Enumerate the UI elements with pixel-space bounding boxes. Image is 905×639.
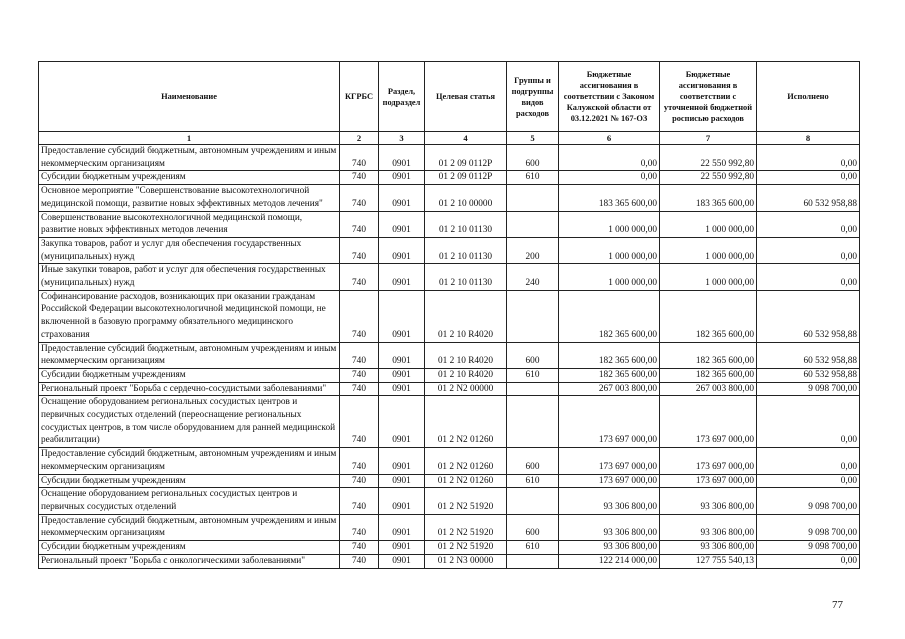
cell-group: 600: [507, 448, 559, 474]
cell-law-amount: 182 365 600,00: [559, 342, 660, 368]
cell-name: Оснащение оборудованием региональных сосудистых центров и первичных сосудистых отделений (переоснащение региональных сосудистых центров, в том числе оборудованием для ранней медицинской реабилитации): [39, 396, 340, 448]
cell-executed-amount: 0,00: [757, 554, 860, 568]
cell-group: [507, 211, 559, 237]
cell-refined-amount: 182 365 600,00: [660, 342, 757, 368]
col-header-kgrbs: КГРБС: [340, 62, 379, 132]
column-number: 8: [757, 132, 860, 145]
cell-section: 0901: [379, 145, 425, 171]
cell-executed-amount: 0,00: [757, 145, 860, 171]
cell-refined-amount: 183 365 600,00: [660, 185, 757, 211]
cell-kgrbs: 740: [340, 541, 379, 555]
cell-refined-amount: 182 365 600,00: [660, 290, 757, 342]
cell-kgrbs: 740: [340, 368, 379, 382]
cell-kgrbs: 740: [340, 396, 379, 448]
cell-executed-amount: 60 532 958,88: [757, 290, 860, 342]
col-header-section: Раздел, подраздел: [379, 62, 425, 132]
col-header-law: Бюджетные ассигнования в соответствии с Законом Калужской области от 03.12.2021 № 167-ОЗ: [559, 62, 660, 132]
cell-executed-amount: 9 098 700,00: [757, 382, 860, 396]
cell-law-amount: 173 697 000,00: [559, 474, 660, 488]
cell-refined-amount: 22 550 992,80: [660, 145, 757, 171]
cell-kgrbs: 740: [340, 145, 379, 171]
cell-name: Оснащение оборудованием региональных сосудистых центров и первичных сосудистых отделений: [39, 488, 340, 514]
cell-name: Региональный проект "Борьба с онкологическими заболеваниями": [39, 554, 340, 568]
cell-kgrbs: 740: [340, 171, 379, 185]
cell-executed-amount: 0,00: [757, 474, 860, 488]
cell-kgrbs: 740: [340, 382, 379, 396]
cell-law-amount: 1 000 000,00: [559, 264, 660, 290]
table-row: [39, 368, 860, 382]
cell-kgrbs: 740: [340, 514, 379, 540]
cell-section: 0901: [379, 290, 425, 342]
cell-name: Субсидии бюджетным учреждениям: [39, 541, 340, 555]
cell-target: 01 2 10 00000: [425, 185, 507, 211]
cell-kgrbs: 740: [340, 211, 379, 237]
cell-kgrbs: 740: [340, 448, 379, 474]
cell-name: Предоставление субсидий бюджетным, автономным учреждениям и иным некоммерческим организациям: [39, 342, 340, 368]
header-row: [39, 62, 860, 132]
col-header-executed: Исполнено: [757, 62, 860, 132]
col-header-target: Целевая статья: [425, 62, 507, 132]
table-row: [39, 171, 860, 185]
cell-section: 0901: [379, 211, 425, 237]
cell-refined-amount: 1 000 000,00: [660, 211, 757, 237]
column-number: 5: [507, 132, 559, 145]
cell-kgrbs: 740: [340, 237, 379, 263]
cell-section: 0901: [379, 541, 425, 555]
table-body: [39, 145, 860, 569]
cell-name: Субсидии бюджетным учреждениям: [39, 368, 340, 382]
cell-refined-amount: 182 365 600,00: [660, 368, 757, 382]
cell-section: 0901: [379, 488, 425, 514]
table-row: [39, 185, 860, 211]
cell-section: 0901: [379, 514, 425, 540]
cell-target: 01 2 10 R4020: [425, 290, 507, 342]
cell-section: 0901: [379, 382, 425, 396]
cell-group: 600: [507, 514, 559, 540]
cell-refined-amount: 173 697 000,00: [660, 396, 757, 448]
column-number: 2: [340, 132, 379, 145]
cell-name: Предоставление субсидий бюджетным, автономным учреждениям и иным некоммерческим организациям: [39, 145, 340, 171]
cell-refined-amount: 127 755 540,13: [660, 554, 757, 568]
cell-name: Предоставление субсидий бюджетным, автономным учреждениям и иным некоммерческим организациям: [39, 514, 340, 540]
table-row: [39, 514, 860, 540]
cell-group: 600: [507, 342, 559, 368]
table-row: [39, 448, 860, 474]
cell-target: 01 2 09 0112P: [425, 145, 507, 171]
col-header-name: Наименование: [39, 62, 340, 132]
cell-target: 01 2 N2 01260: [425, 396, 507, 448]
cell-law-amount: 93 306 800,00: [559, 514, 660, 540]
cell-section: 0901: [379, 237, 425, 263]
cell-group: 240: [507, 264, 559, 290]
cell-target: 01 2 10 01130: [425, 264, 507, 290]
cell-target: 01 2 N2 51920: [425, 488, 507, 514]
cell-group: 610: [507, 541, 559, 555]
column-number-row: [39, 132, 860, 145]
cell-law-amount: 1 000 000,00: [559, 211, 660, 237]
table-row: [39, 145, 860, 171]
cell-section: 0901: [379, 171, 425, 185]
cell-target: 01 2 N3 00000: [425, 554, 507, 568]
table-row: [39, 474, 860, 488]
table-row: [39, 264, 860, 290]
cell-executed-amount: 0,00: [757, 237, 860, 263]
cell-section: 0901: [379, 396, 425, 448]
cell-group: 200: [507, 237, 559, 263]
cell-group: 600: [507, 145, 559, 171]
cell-law-amount: 93 306 800,00: [559, 488, 660, 514]
cell-kgrbs: 740: [340, 264, 379, 290]
cell-law-amount: 182 365 600,00: [559, 290, 660, 342]
cell-law-amount: 93 306 800,00: [559, 541, 660, 555]
cell-executed-amount: 9 098 700,00: [757, 541, 860, 555]
cell-name: Закупка товаров, работ и услуг для обеспечения государственных (муниципальных) нужд: [39, 237, 340, 263]
cell-law-amount: 183 365 600,00: [559, 185, 660, 211]
cell-group: [507, 396, 559, 448]
cell-name: Субсидии бюджетным учреждениям: [39, 171, 340, 185]
cell-name: Субсидии бюджетным учреждениям: [39, 474, 340, 488]
cell-refined-amount: 1 000 000,00: [660, 237, 757, 263]
column-number: 4: [425, 132, 507, 145]
table-row: [39, 342, 860, 368]
cell-target: 01 2 N2 51920: [425, 541, 507, 555]
cell-name: Региональный проект "Борьба с сердечно-сосудистыми заболеваниями": [39, 382, 340, 396]
cell-section: 0901: [379, 554, 425, 568]
cell-group: [507, 488, 559, 514]
cell-refined-amount: 93 306 800,00: [660, 488, 757, 514]
cell-name: Предоставление субсидий бюджетным, автономным учреждениям и иным некоммерческим организациям: [39, 448, 340, 474]
column-number: 7: [660, 132, 757, 145]
page-number: 77: [832, 599, 843, 611]
table-row: [39, 290, 860, 342]
cell-section: 0901: [379, 474, 425, 488]
table-row: [39, 554, 860, 568]
cell-group: [507, 185, 559, 211]
col-header-groups: Группы и подгруппы видов расходов: [507, 62, 559, 132]
cell-group: 610: [507, 171, 559, 185]
cell-name: Совершенствование высокотехнологичной медицинской помощи, развитие новых эффективных методов лечения: [39, 211, 340, 237]
cell-executed-amount: 0,00: [757, 211, 860, 237]
cell-executed-amount: 9 098 700,00: [757, 488, 860, 514]
cell-law-amount: 0,00: [559, 171, 660, 185]
cell-target: 01 2 N2 51920: [425, 514, 507, 540]
cell-target: 01 2 N2 00000: [425, 382, 507, 396]
cell-kgrbs: 740: [340, 185, 379, 211]
cell-executed-amount: 0,00: [757, 396, 860, 448]
cell-executed-amount: 60 532 958,88: [757, 185, 860, 211]
cell-kgrbs: 740: [340, 554, 379, 568]
column-number: 1: [39, 132, 340, 145]
cell-law-amount: 0,00: [559, 145, 660, 171]
cell-target: 01 2 N2 01260: [425, 448, 507, 474]
cell-target: 01 2 09 0112P: [425, 171, 507, 185]
cell-section: 0901: [379, 368, 425, 382]
cell-group: 610: [507, 474, 559, 488]
table-row: [39, 382, 860, 396]
cell-target: 01 2 10 R4020: [425, 368, 507, 382]
cell-refined-amount: 267 003 800,00: [660, 382, 757, 396]
cell-kgrbs: 740: [340, 290, 379, 342]
cell-refined-amount: 173 697 000,00: [660, 474, 757, 488]
cell-target: 01 2 10 01130: [425, 211, 507, 237]
table-row: [39, 541, 860, 555]
cell-name: Иные закупки товаров, работ и услуг для обеспечения государственных (муниципальных) нужд: [39, 264, 340, 290]
budget-table: [38, 61, 860, 569]
cell-name: Софинансирование расходов, возникающих при оказании гражданам Российской Федерации высокотехнологичной медицинской помощи, не включенной в базовую программу обязательного медицинского страхования: [39, 290, 340, 342]
cell-refined-amount: 93 306 800,00: [660, 514, 757, 540]
cell-refined-amount: 93 306 800,00: [660, 541, 757, 555]
cell-executed-amount: 9 098 700,00: [757, 514, 860, 540]
table-row: [39, 396, 860, 448]
cell-name: Основное мероприятие "Совершенствование высокотехнологичной медицинской помощи, развитие новых эффективных методов лечения": [39, 185, 340, 211]
cell-group: 610: [507, 368, 559, 382]
table-row: [39, 211, 860, 237]
column-number: 3: [379, 132, 425, 145]
cell-group: [507, 290, 559, 342]
table-row: [39, 237, 860, 263]
cell-refined-amount: 173 697 000,00: [660, 448, 757, 474]
cell-kgrbs: 740: [340, 488, 379, 514]
cell-refined-amount: 22 550 992,80: [660, 171, 757, 185]
cell-target: 01 2 10 R4020: [425, 342, 507, 368]
cell-law-amount: 267 003 800,00: [559, 382, 660, 396]
column-number: 6: [559, 132, 660, 145]
cell-executed-amount: 0,00: [757, 448, 860, 474]
cell-kgrbs: 740: [340, 342, 379, 368]
cell-group: [507, 382, 559, 396]
cell-target: 01 2 10 01130: [425, 237, 507, 263]
cell-target: 01 2 N2 01260: [425, 474, 507, 488]
cell-section: 0901: [379, 185, 425, 211]
cell-law-amount: 122 214 000,00: [559, 554, 660, 568]
cell-law-amount: 173 697 000,00: [559, 448, 660, 474]
cell-kgrbs: 740: [340, 474, 379, 488]
cell-executed-amount: 60 532 958,88: [757, 368, 860, 382]
cell-executed-amount: 0,00: [757, 171, 860, 185]
cell-refined-amount: 1 000 000,00: [660, 264, 757, 290]
cell-section: 0901: [379, 448, 425, 474]
cell-executed-amount: 0,00: [757, 264, 860, 290]
cell-law-amount: 173 697 000,00: [559, 396, 660, 448]
col-header-refined: Бюджетные ассигнования в соответствии с уточненной бюджетной росписью расходов: [660, 62, 757, 132]
cell-group: [507, 554, 559, 568]
cell-executed-amount: 60 532 958,88: [757, 342, 860, 368]
cell-section: 0901: [379, 342, 425, 368]
cell-law-amount: 182 365 600,00: [559, 368, 660, 382]
cell-section: 0901: [379, 264, 425, 290]
cell-law-amount: 1 000 000,00: [559, 237, 660, 263]
table-row: [39, 488, 860, 514]
